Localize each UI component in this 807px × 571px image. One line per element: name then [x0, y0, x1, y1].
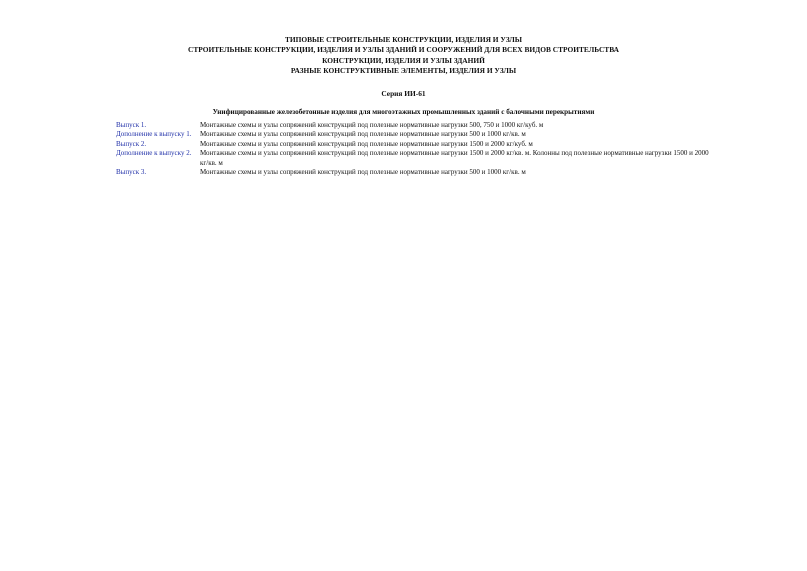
issue-description: Монтажные схемы и узлы сопряжений конструкций под полезные нормативные нагрузки 500 и 1000 кг/кв. м — [200, 130, 526, 139]
issue-link-2[interactable]: Выпуск 2. — [116, 139, 147, 148]
issue-description: Монтажные схемы и узлы сопряжений конструкций под полезные нормативные нагрузки 500 и 1000 кг/кв. м — [200, 168, 526, 177]
issue-description: Монтажные схемы и узлы сопряжений конструкций под полезные нормативные нагрузки 500, 750 и 1000 кг/куб. м — [200, 121, 544, 129]
document-header — [0, 35, 807, 76]
list-item — [116, 121, 716, 130]
list-item — [116, 130, 716, 139]
supplement-link-1[interactable]: Дополнение к выпуску 1. — [116, 130, 192, 139]
issue-description: Монтажные схемы и узлы сопряжений конструкций под полезные нормативные нагрузки 1500 и 2000 кг/куб. м — [200, 139, 533, 148]
series-subtitle: Унифицированные железобетонные изделия для многоэтажных промышленных зданий с балочными перекрытиями — [212, 108, 595, 116]
header-line-1: ТИПОВЫЕ СТРОИТЕЛЬНЫЕ КОНСТРУКЦИИ, ИЗДЕЛИЯ И УЗЛЫ — [284, 35, 523, 44]
issue-description: Монтажные схемы и узлы сопряжений конструкций под полезные нормативные нагрузки 1500 и 2000 кг/кв. м. Колонны под полезные нормативные нагрузки 1500 и 2000 кг/кв. м — [200, 149, 709, 167]
header-line-3: КОНСТРУКЦИИ, ИЗДЕЛИЯ И УЗЛЫ ЗДАНИЙ — [322, 55, 485, 65]
list-item — [116, 149, 716, 168]
header-line-2: СТРОИТЕЛЬНЫЕ КОНСТРУКЦИИ, ИЗДЕЛИЯ И УЗЛЫ ЗДАНИЙ И СООРУЖЕНИЙ ДЛЯ ВСЕХ ВИДОВ СТРОИТЕЛЬСТВА — [187, 45, 620, 55]
issue-list — [116, 121, 716, 177]
issue-link-1[interactable]: Выпуск 1. — [116, 121, 147, 129]
supplement-link-2[interactable]: Дополнение к выпуску 2. — [116, 149, 192, 158]
list-item — [116, 168, 716, 177]
issue-link-3[interactable]: Выпуск 3. — [116, 168, 147, 177]
header-line-4: РАЗНЫЕ КОНСТРУКТИВНЫЕ ЭЛЕМЕНТЫ, ИЗДЕЛИЯ И УЗЛЫ — [290, 65, 517, 75]
list-item — [116, 140, 716, 149]
series-title: Серия ИИ-61 — [381, 89, 426, 98]
